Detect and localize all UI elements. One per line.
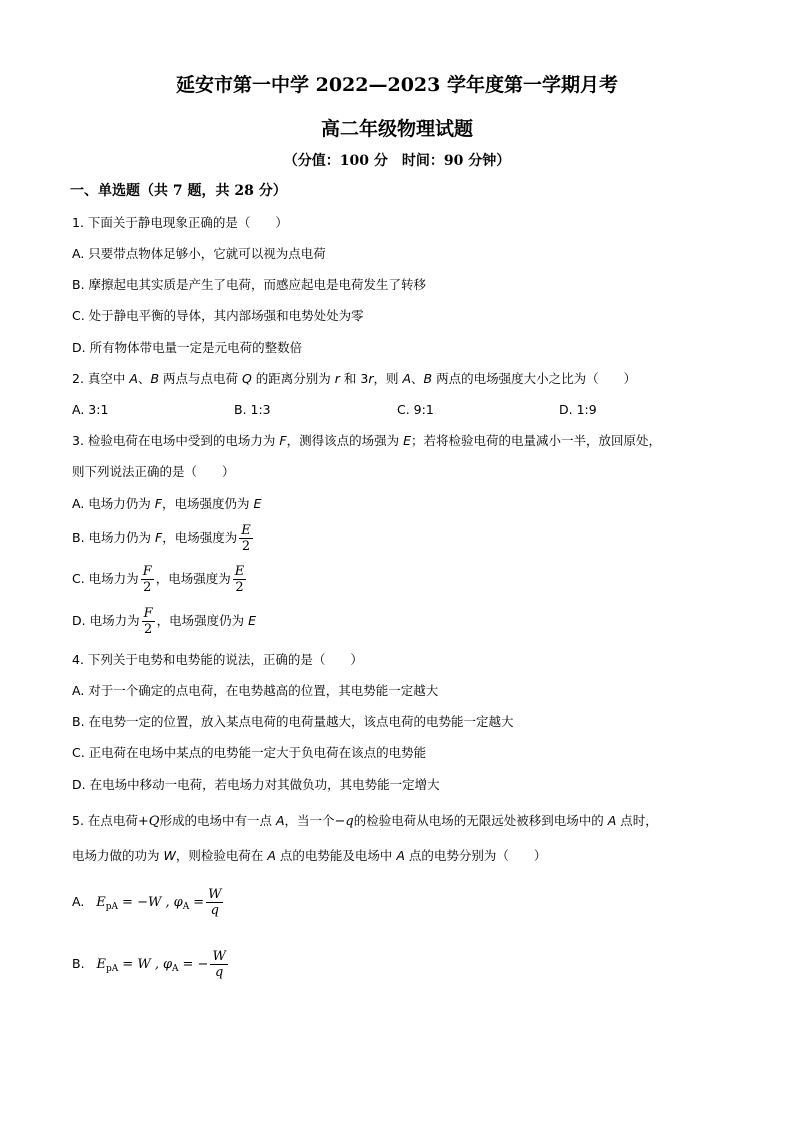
q3-stem-line1: 3. 检验电荷在电场中受到的电场力为 F，测得该点的场强为 E；若将检验电荷的电量减小一半，放回原处， [72,433,661,448]
q3-stem-line2: 则下列说法正确的是（ ） [72,464,235,479]
exam-title: 延安市第一中学 2022—2023 学年度第一学期月考 [176,74,618,96]
q2-option-a: A. 3:1 [72,402,109,417]
q4-option-d: D. 在电场中移动一电荷，若电场力对其做负功，其电势能一定增大 [72,777,440,792]
q1-option-a: A. 只要带点物体足够小，它就可以视为点电荷 [72,246,326,261]
q5-option-a: A. $E_{pA} = -W$ , $\varphi_A$ = $\frac{W}{q}$ [72,887,222,918]
q3-option-c: C. 电场力为 $\frac{F}{2}$ ，电场强度为 $\frac{E}{2}$ [72,564,245,595]
q2-option-b: B. 1:3 [234,402,271,417]
section-title: 一、单选题（共 7 题，共 28 分） [70,183,287,199]
q5-stem-line1: 5. 在点电荷+Q形成的电场中有一点 A，当一个−q的检验电荷从电场的无限远处被移到电场中的 A 点时， [72,813,658,829]
energy-symbol: $E_{pA}$ [96,895,119,912]
q1-option-d: D. 所有物体带电量一定是元电荷的整数倍 [72,340,303,355]
q3-option-a: A. 电场力仍为 F，电场强度仍为 E [72,496,262,511]
q4-option-a: A. 对于一个确定的点电荷，在电势越高的位置，其电势能一定越大 [72,683,439,698]
q2-stem: 2. 真空中 A、B 两点与点电荷 Q 的距离分别为 r 和 3r，则 A、B 两点的电场强度大小之比为（ ） [72,371,637,386]
exam-subtitle: 高二年级物理试题 [320,118,473,140]
energy-symbol: $E_{pA}$ [96,957,119,974]
q4-option-b: B. 在电势一定的位置，放入某点电荷的电荷量越大，该点电荷的电势能一定越大 [72,714,514,729]
fraction-f-over-2: $\frac{F}{2}$ [142,564,152,595]
q3-option-b: B. 电场力仍为 F，电场强度为 $\frac{E}{2}$ [72,523,251,554]
q3-option-d: D. 电场力为 $\frac{F}{2}$ ，电场强度仍为 E [72,606,256,637]
q1-stem: 1. 下面关于静电现象正确的是（ ） [72,215,288,230]
q2-option-d: D. 1:9 [559,402,597,417]
q5-stem-line2: 电场力做的功为 W，则检验电荷在 A 点的电势能及电场中 A 点的电势分别为（ ） [72,848,547,863]
fraction-w-over-q: $\frac{W}{q}$ [212,949,226,980]
q4-option-c: C. 正电荷在电场中某点的电势能一定大于负电荷在该点的电势能 [72,745,427,760]
potential-symbol: $\varphi_A$ [162,957,179,974]
q5-option-b: B. $E_{pA} = W$ , $\varphi_A$ = − $\frac{W}{q}$ [72,949,226,980]
q4-stem: 4. 下列关于电势和电势能的说法，正确的是（ ） [72,652,363,667]
fraction-e-over-2: $\frac{E}{2}$ [234,564,245,595]
potential-symbol: $\varphi_A$ [173,895,190,912]
q1-option-b: B. 摩擦起电其实质是产生了电荷，而感应起电是电荷发生了转移 [72,277,427,292]
q1-option-c: C. 处于静电平衡的导体，其内部场强和电势处处为零 [72,308,364,323]
fraction-e-over-2: $\frac{E}{2}$ [241,523,251,554]
exam-info: （分值：100 分 时间：90 分钟） [283,153,511,169]
q2-option-c: C. 9:1 [397,402,434,417]
fraction-f-over-2: $\frac{F}{2}$ [143,606,153,637]
fraction-w-over-q: $\frac{W}{q}$ [208,887,222,918]
